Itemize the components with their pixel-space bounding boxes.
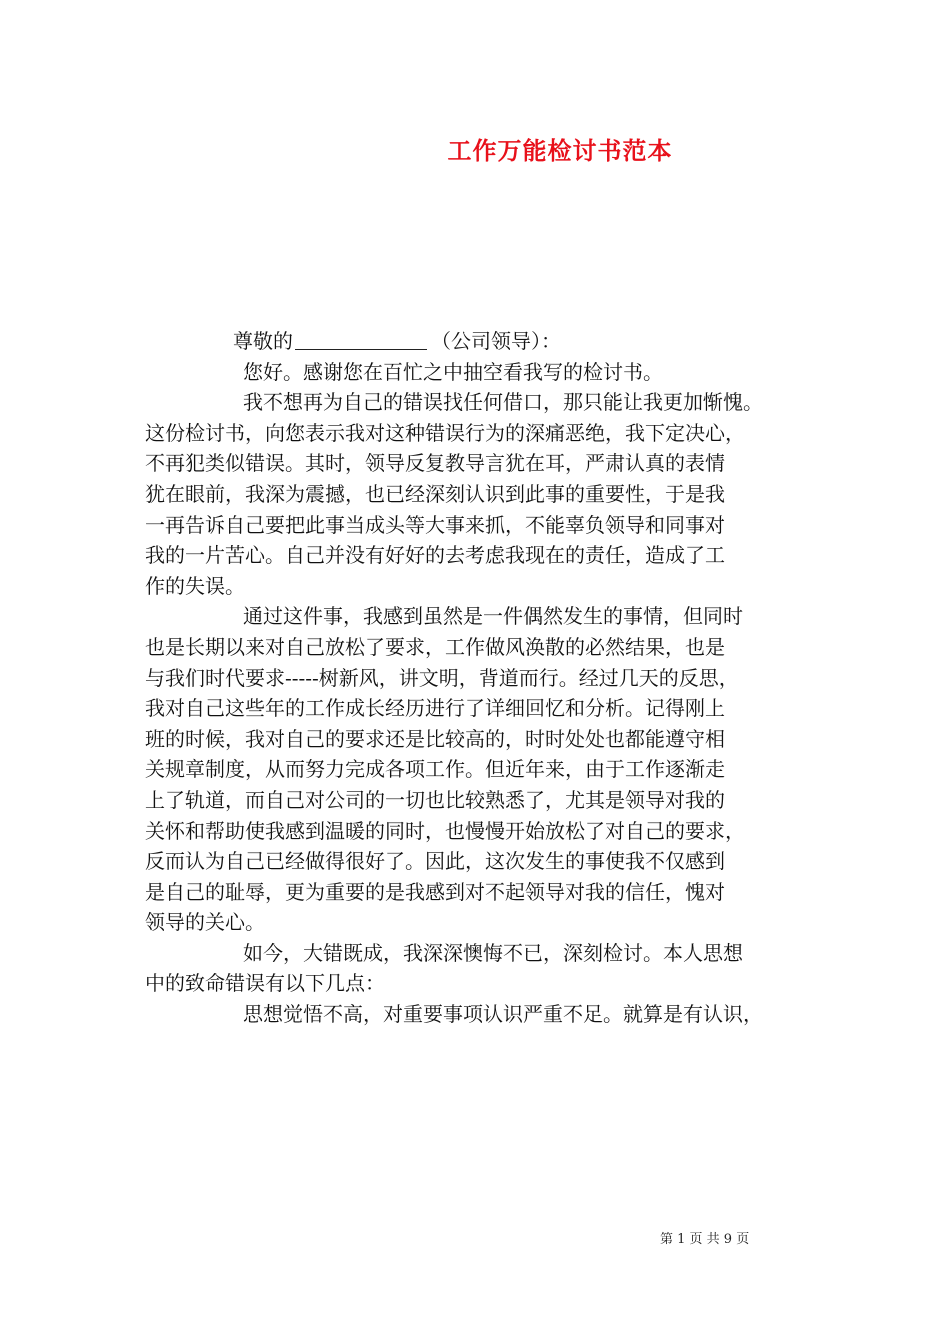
paragraph-line: 班的时候，我对自己的要求还是比较高的，时时处处也都能遵守相 <box>145 726 725 751</box>
paragraph-line: 我的一片苦心。自己并没有好好的去考虑我现在的责任，造成了工 <box>145 543 725 568</box>
salutation-suffix: （公司领导）： <box>431 329 561 353</box>
paragraph-line: 作的失误。 <box>145 573 245 598</box>
recipient-blank <box>295 329 427 350</box>
paragraph-line: 您好。感谢您在百忙之中抽空看我写的检讨书。 <box>243 359 663 384</box>
document-body <box>145 326 810 1030</box>
paragraph-line: 我对自己这些年的工作成长经历进行了详细回忆和分析。记得刚上 <box>145 696 725 721</box>
paragraph-line: 犹在眼前，我深为震撼，也已经深刻认识到此事的重要性，于是我 <box>145 481 725 506</box>
document-title: 工作万能检讨书范本 <box>447 136 673 165</box>
paragraph-line: 通过这件事，我感到虽然是一件偶然发生的事情，但同时 <box>243 604 743 629</box>
paragraph-line: 这份检讨书，向您表示我对这种错误行为的深痛恶绝，我下定决心， <box>145 420 745 445</box>
paragraph-line: 上了轨道，而自己对公司的一切也比较熟悉了，尤其是领导对我的 <box>145 787 725 812</box>
paragraph-line: 反而认为自己已经做得很好了。因此，这次发生的事使我不仅感到 <box>145 849 725 874</box>
paragraph-line: 一再告诉自己要把此事当成头等大事来抓，不能辜负领导和同事对 <box>145 512 725 537</box>
paragraph-line: 我不想再为自己的错误找任何借口，那只能让我更加惭愧。 <box>243 390 763 415</box>
paragraph-line: 领导的关心。 <box>145 910 265 935</box>
paragraph-line: 与我们时代要求-----树新风，讲文明，背道而行。经过几天的反思， <box>145 665 739 690</box>
paragraph-line: 中的致命错误有以下几点： <box>145 971 385 996</box>
salutation-line <box>145 326 810 357</box>
paragraph-line: 如今，大错既成，我深深懊悔不已，深刻检讨。本人思想 <box>243 940 743 965</box>
paragraph-line: 也是长期以来对自己放松了要求，工作做风涣散的必然结果，也是 <box>145 634 725 659</box>
paragraph-line: 关规章制度，从而努力完成各项工作。但近年来，由于工作逐渐走 <box>145 757 725 782</box>
salutation-prefix: 尊敬的 <box>233 329 293 353</box>
paragraph-line: 思想觉悟不高，对重要事项认识严重不足。就算是有认识， <box>243 1002 763 1027</box>
paragraph-line: 是自己的耻辱，更为重要的是我感到对不起领导对我的信任，愧对 <box>145 879 725 904</box>
page-number: 第 1 页 共 9 页 <box>660 1232 750 1247</box>
paragraph-line: 关怀和帮助使我感到温暖的同时，也慢慢开始放松了对自己的要求， <box>145 818 745 843</box>
paragraph-line: 不再犯类似错误。其时，领导反复教导言犹在耳，严肃认真的表情 <box>145 451 725 476</box>
